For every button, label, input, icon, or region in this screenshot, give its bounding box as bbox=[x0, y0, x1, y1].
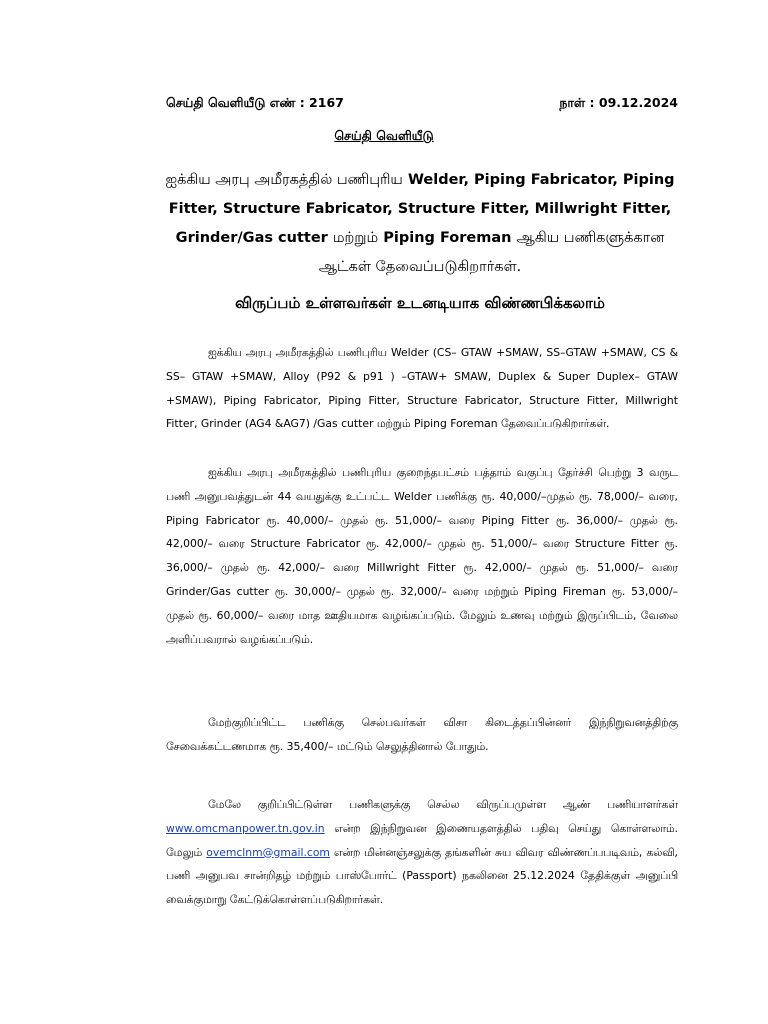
paragraph-apply bbox=[166, 793, 678, 912]
release-number: செய்தி வெளியீடு எண் : 2167 bbox=[166, 95, 344, 110]
paragraph-apply-text-c: என்ற மின்னஞ்சலுக்கு தங்களின் சுய விவர விண்ணப்பபடிவம், கல்வி, பணி அனுபவ சான்றிதழ் மற்றும் பாஸ்போர்ட் (Passport) நகலினை 25.12.2024 தேதிக்குள் அனுப்பி வைக்குமாறு கேட்டுக்கொள்ளப்படுகிறார்கள். bbox=[166, 845, 678, 907]
tagline: விருப்பம் உள்ளவர்கள் உடனடியாக விண்ணபிக்கலாம் bbox=[235, 294, 605, 312]
headline bbox=[150, 166, 690, 282]
paragraph-service-fee bbox=[166, 711, 678, 759]
headline-part2: மற்றும் bbox=[332, 230, 379, 246]
paragraph-apply-text-b: என்ற இந்நிறுவன இணையதளத்தில் பதிவு செய்து கொள்ளலாம். மேலும் bbox=[166, 821, 678, 859]
header-line bbox=[166, 95, 678, 115]
email-link[interactable]: ovemclnm@gmail.com bbox=[206, 845, 330, 859]
website-link[interactable]: www.omcmanpower.tn.gov.in bbox=[166, 821, 325, 835]
headline-part1: ஐக்கிய அரபு அமீரகத்தில் பணிபுரிய bbox=[165, 172, 403, 188]
paragraph-salary-text: ஐக்கிய அரபு அமீரகத்தில் பணிபுரிய குறைந்தபட்சம் பத்தாம் வகுப்பு தேர்ச்சி பெற்று 3 வருட பணி அனுபவத்துடன் 44 வயதுக்கு உட்பட்ட Welder பணிக்கு ரூ. 40,000/–முதல் ரூ. 78,000/– வரை, Piping Fabricator ரூ. 40,000/– முதல் ரூ. 51,000/– வரை Piping Fitter ரூ. 36,000/– முதல் ரூ. 42,000/– வரை Structure Fabricator ரூ. 42,000/– முதல் ரூ. 51,000/– வரை Structure Fitter ரூ. 36,000/– முதல் ரூ. 42,000/– வரை Millwright Fitter ரூ. 42,000/– முதல் ரூ. 51,000/– வரை Grinder/Gas cutter ரூ. 30,000/– முதல் ரூ. 32,000/– வரை மற்றும் Piping Fireman ரூ. 53,000/– முதல் ரூ. 60,000/– வரை மாத ஊதியமாக வழங்கப்படும். மேலும் உணவு மற்றும் இருப்பிடம், வேலை அளிப்பவரால் வழங்கப்படும். bbox=[166, 466, 678, 646]
paragraph-apply-text-a: மேலே குறிப்பிட்டுள்ள பணிகளுக்கு செல்ல விருப்பமுள்ள ஆண் பணியாளர்கள் bbox=[208, 798, 678, 811]
paragraph-salary bbox=[166, 461, 678, 651]
headline-part3: ஆகிய பணிகளுக்கான ஆட்கள் தேவைப்படுகிறார்கள். bbox=[318, 230, 665, 275]
paragraph-positions-text: ஐக்கிய அரபு அமீரகத்தில் பணிபுரிய Welder (CS– GTAW +SMAW, SS–GTAW +SMAW, CS & SS– GTAW +SMAW, Alloy (P92 & p91 ) –GTAW+ SMAW, Duplex & Super Duplex– GTAW +SMAW), Piping Fabricator, Piping Fitter, Structure Fabricator, Structure Fitter, Millwright Fitter, Grinder (AG4 &AG7) /Gas cutter மற்றும் Piping Foreman தேவைப்படுகிறார்கள். bbox=[166, 346, 678, 431]
headline-roles-b: Piping Foreman bbox=[383, 230, 512, 246]
paragraph-service-fee-text: மேற்குறிப்பிட்ட பணிக்கு செல்பவர்கள் விசா கிடைத்தப்பின்னர் இந்நிறுவனத்திற்கு சேவைக்கட்டணமாக ரூ. 35,400/– மட்டும் செலுத்தினால் போதும். bbox=[166, 716, 678, 753]
headline-roles-a: Welder, Piping Fabricator, Piping Fitter, Structure Fabricator, Structure Fitter, Millwright Fitter, Grinder/Gas cutter bbox=[168, 172, 675, 246]
page-subheading: செய்தி வெளியீடு bbox=[334, 128, 434, 143]
paragraph-positions bbox=[166, 341, 678, 436]
release-date: நாள் : 09.12.2024 bbox=[559, 95, 678, 110]
